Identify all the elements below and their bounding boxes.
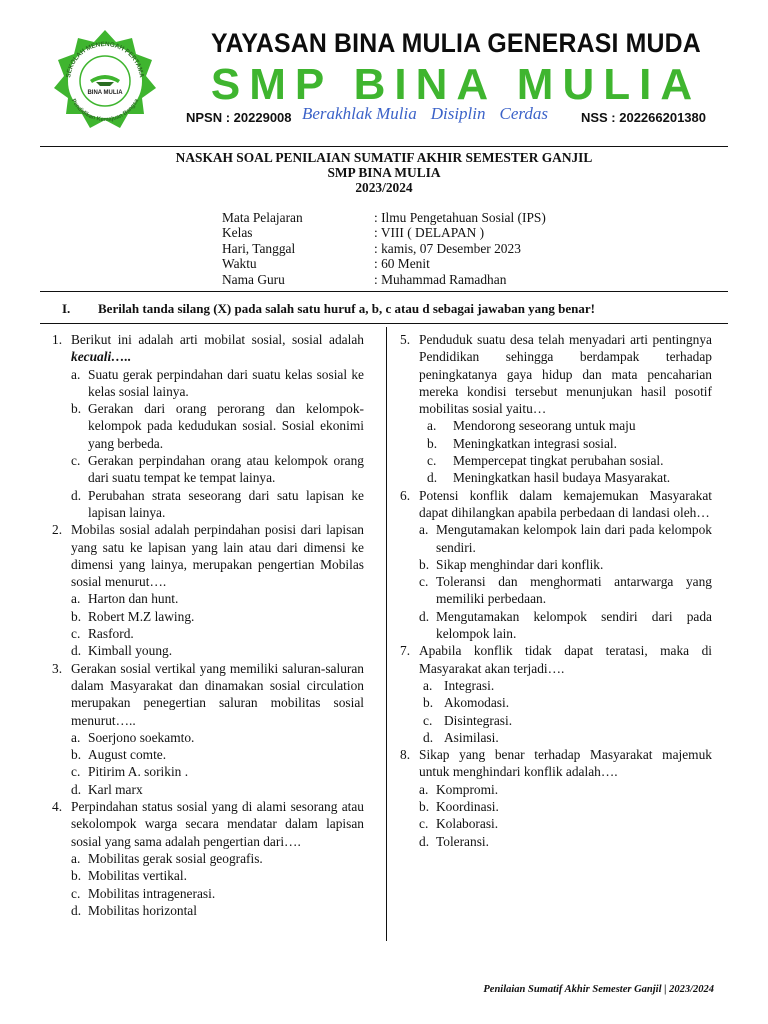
option-text: Kimball young. — [88, 643, 173, 659]
motto-word: Disiplin — [430, 104, 486, 123]
answer-option[interactable] — [419, 452, 712, 469]
option-text: Kompromi. — [436, 781, 499, 797]
school-name: SMP BINA MULIA — [210, 60, 702, 109]
option-letter: a. — [71, 366, 81, 382]
question-text: Mobilas sosial adalah perpindahan posisi dari lapisan yang satu ke lapisan yang lain atau dari dimensi ke dimensi yang lainya, merupakan pengertian Mobilas sosial menurut…. — [71, 522, 364, 590]
question-text: Gerakan sosial vertikal yang memiliki saluran-saluran dalam Masyarakat dan dinamakan sosial circulation merupakan penegertian saluran mobilitas sosial menurut….. — [71, 660, 364, 728]
option-letter: a. — [419, 781, 429, 797]
answer-option[interactable] — [71, 902, 364, 919]
option-letter: a. — [419, 522, 429, 538]
answer-option[interactable] — [71, 366, 364, 401]
option-text: Mobilitas vertikal. — [88, 868, 187, 884]
question-number: 7. — [400, 643, 411, 659]
option-text: Perubahan strata seseorang dari satu lapisan ke lapisan lainya. — [88, 487, 364, 520]
question-number: 6. — [400, 487, 411, 503]
answer-option[interactable] — [419, 608, 712, 643]
option-text: Toleransi dan menghormati antarwarga yang memiliki perbedaan. — [436, 574, 712, 607]
option-letter: d. — [71, 902, 82, 918]
option-text: Soerjono soekamto. — [88, 729, 195, 745]
question-text: Penduduk suatu desa telah menyadari arti pentingnya Pendidikan sehingga berdampak terhadap peningkatanya gaya hidup dan mata pencaharian mereka kondisi tersebut menunjukan hasil posotif mobilitas sosial yaitu… — [419, 332, 712, 417]
info-value: : Ilmu Pengetahuan Sosial (IPS) — [374, 210, 546, 225]
option-letter: a. — [71, 729, 81, 745]
answer-option[interactable] — [71, 763, 364, 780]
school-logo — [52, 28, 158, 134]
answer-option[interactable] — [419, 694, 712, 711]
option-text: Meningkatkan integrasi sosial. — [453, 435, 618, 451]
answer-option[interactable] — [71, 850, 364, 867]
option-letter: d. — [71, 643, 82, 659]
section-instruction — [62, 301, 595, 317]
answer-option[interactable] — [71, 452, 364, 487]
answer-option[interactable] — [419, 833, 712, 850]
info-row-time — [222, 256, 546, 271]
info-row-class — [222, 225, 546, 240]
option-text: Disintegrasi. — [444, 712, 513, 728]
option-letter: d. — [419, 608, 430, 624]
foundation-name: YAYASAN BINA MULIA GENERASI MUDA — [211, 28, 701, 58]
info-value: : VIII ( DELAPAN ) — [374, 225, 485, 241]
info-label: Mata Pelajaran — [222, 210, 303, 225]
option-letter: c. — [71, 453, 81, 469]
question-text: Perpindahan status sosial yang di alami sesorang atau sekolompok warga secara mendatar dalam lapisan sosial yang sama adalah pengertian dari…. — [71, 799, 364, 849]
option-text: Mobilitas intragenerasi. — [88, 885, 216, 901]
option-letter: c. — [71, 764, 81, 780]
question-text: Apabila konflik tidak dapat teratasi, maka di Masyarakat akan terjadi…. — [419, 643, 712, 676]
option-text: Mobilitas gerak sosial geografis. — [88, 850, 263, 866]
exam-year: 2023/2024 — [355, 180, 413, 195]
answer-option[interactable] — [419, 435, 712, 452]
answer-option[interactable] — [419, 556, 712, 573]
answer-option[interactable] — [71, 867, 364, 884]
option-text: Meningkatkan hasil budaya Masyarakat. — [453, 470, 671, 486]
answer-option[interactable] — [71, 746, 364, 763]
option-letter: a. — [423, 677, 433, 693]
section-number: I. — [62, 301, 71, 316]
option-text: August comte. — [88, 747, 167, 763]
answer-option[interactable] — [71, 781, 364, 798]
answer-option[interactable] — [419, 677, 712, 694]
answer-option[interactable] — [71, 608, 364, 625]
option-letter: b. — [423, 695, 434, 711]
info-row-teacher — [222, 272, 546, 287]
option-letter: c. — [71, 626, 81, 642]
answer-option[interactable] — [71, 885, 364, 902]
answer-option[interactable] — [71, 400, 364, 452]
option-text: Mengutamakan kelompok lain dari pada kelompok sendiri. — [436, 522, 712, 555]
option-text: Suatu gerak perpindahan dari suatu kelas sosial ke kelas sosial lainya. — [88, 366, 364, 399]
option-text: Asimilasi. — [444, 729, 499, 745]
option-letter: d. — [427, 470, 438, 486]
answer-option[interactable] — [419, 521, 712, 556]
option-letter: b. — [71, 747, 82, 763]
motto-word: Cerdas — [499, 104, 549, 123]
option-text: Integrasi. — [444, 677, 495, 693]
option-letter: b. — [71, 608, 82, 624]
instruction-text: Berilah tanda silang (X) pada salah satu huruf a, b, c atau d sebagai jawaban yang benar! — [98, 301, 595, 316]
info-row-subject — [222, 210, 546, 225]
option-letter: a. — [71, 850, 81, 866]
exam-info-table — [222, 210, 546, 287]
option-letter: b. — [71, 868, 82, 884]
answer-option[interactable] — [419, 712, 712, 729]
instruction-divider — [40, 323, 728, 324]
answer-option[interactable] — [419, 573, 712, 608]
question-5 — [400, 331, 712, 487]
option-text: Gerakan perpindahan orang atau kelompok orang dari suatu tempat ke tempat lainya. — [88, 453, 364, 486]
npsn-number: NPSN : 20229008 — [186, 110, 292, 125]
option-letter: d. — [71, 487, 82, 503]
answer-option[interactable] — [419, 798, 712, 815]
option-text: Mengutamakan kelompok sendiri dari pada kelompok lain. — [436, 608, 712, 642]
info-label: Nama Guru — [222, 271, 285, 287]
option-text: Harton dan hunt. — [88, 591, 179, 607]
info-value: : 60 Menit — [374, 256, 430, 272]
info-value: : Muhammad Ramadhan — [374, 271, 507, 287]
question-4 — [52, 798, 364, 919]
question-number: 2. — [52, 522, 63, 538]
option-text: Gerakan dari orang perorang dan kelompok-kelompok pada kedudukan sosial. Sosial ekonimi yang berbeda. — [88, 401, 364, 451]
option-text: Kolaborasi. — [436, 816, 499, 832]
answer-option[interactable] — [71, 625, 364, 642]
question-number: 8. — [400, 747, 411, 763]
option-letter: a. — [427, 418, 437, 434]
answer-option[interactable] — [71, 729, 364, 746]
exam-school: SMP BINA MULIA — [327, 165, 441, 180]
question-1 — [52, 331, 364, 521]
option-text: Robert M.Z lawing. — [88, 608, 195, 624]
questions-left-column — [52, 331, 364, 919]
option-text: Mempercepat tingkat perubahan sosial. — [453, 453, 664, 469]
option-letter: c. — [419, 816, 429, 832]
svg-text:Pendidikan Kemajuan Bangsa: Pendidikan Kemajuan Bangsa — [69, 98, 141, 124]
answer-option[interactable] — [419, 417, 712, 434]
question-number: 1. — [52, 332, 63, 347]
question-emphasis: kecuali….. — [71, 349, 132, 365]
option-letter: b. — [419, 799, 430, 815]
questions-right-column — [400, 331, 712, 850]
answer-option[interactable] — [71, 487, 364, 522]
option-text: Rasford. — [88, 626, 134, 642]
school-motto — [302, 104, 562, 124]
answer-option[interactable] — [419, 469, 712, 486]
info-value: : kamis, 07 Desember 2023 — [374, 240, 521, 256]
exam-title: NASKAH SOAL PENILAIAN SUMATIF AKHIR SEMESTER GANJIL — [175, 150, 593, 165]
option-letter: c. — [427, 453, 437, 469]
question-7 — [400, 642, 712, 746]
svg-text:BINA MULIA: BINA MULIA — [87, 90, 123, 96]
answer-option[interactable] — [419, 781, 712, 798]
option-letter: d. — [423, 729, 434, 745]
answer-option[interactable] — [71, 642, 364, 659]
option-letter: b. — [427, 435, 438, 451]
option-letter: a. — [71, 591, 81, 607]
svg-text:SEKOLAH MENENGAH PERTAMA: SEKOLAH MENENGAH PERTAMA — [65, 40, 145, 79]
question-text: Potensi konflik dalam kemajemukan Masyarakat dapat dihilangkan apabila perbedaan di landasi oleh… — [419, 487, 712, 520]
question-number: 5. — [400, 332, 411, 347]
option-letter: c. — [419, 574, 429, 590]
info-label: Waktu — [222, 256, 257, 272]
question-2 — [52, 521, 364, 659]
answer-option[interactable] — [419, 729, 712, 746]
question-number: 4. — [52, 799, 63, 815]
option-letter: c. — [423, 712, 433, 728]
question-3 — [52, 660, 364, 798]
option-letter: d. — [71, 781, 82, 797]
option-text: Toleransi. — [436, 833, 489, 849]
option-text: Pitirim A. sorikin . — [88, 764, 189, 780]
option-text: Mendorong seseorang untuk maju — [453, 418, 636, 434]
motto-word: Berakhlak Mulia — [302, 104, 417, 123]
info-divider — [40, 291, 728, 292]
answer-option[interactable] — [71, 590, 364, 607]
column-divider — [386, 327, 387, 941]
question-number: 3. — [52, 660, 63, 676]
option-text: Akomodasi. — [444, 695, 510, 711]
nss-number: NSS : 202266201380 — [580, 110, 706, 125]
question-6 — [400, 487, 712, 643]
header-divider — [40, 146, 728, 147]
option-text: Karl marx — [88, 781, 143, 797]
option-letter: d. — [419, 833, 430, 849]
option-text: Koordinasi. — [436, 799, 499, 815]
question-text: Sikap yang benar terhadap Masyarakat majemuk untuk menghindari konflik adalah…. — [419, 747, 712, 780]
page-footer: Penilaian Sumatif Akhir Semester Ganjil | 2023/2024 — [483, 984, 714, 995]
answer-option[interactable] — [419, 815, 712, 832]
question-8 — [400, 746, 712, 850]
option-letter: b. — [419, 556, 430, 572]
info-label: Kelas — [222, 225, 253, 241]
info-row-date — [222, 241, 546, 256]
info-label: Hari, Tanggal — [222, 240, 296, 256]
option-text: Sikap menghindar dari konflik. — [436, 556, 604, 572]
option-letter: c. — [71, 885, 81, 901]
option-letter: b. — [71, 401, 82, 417]
option-text: Mobilitas horizontal — [88, 902, 197, 918]
question-text: Berikut ini adalah arti mobilat sosial, sosial adalah — [71, 332, 364, 347]
